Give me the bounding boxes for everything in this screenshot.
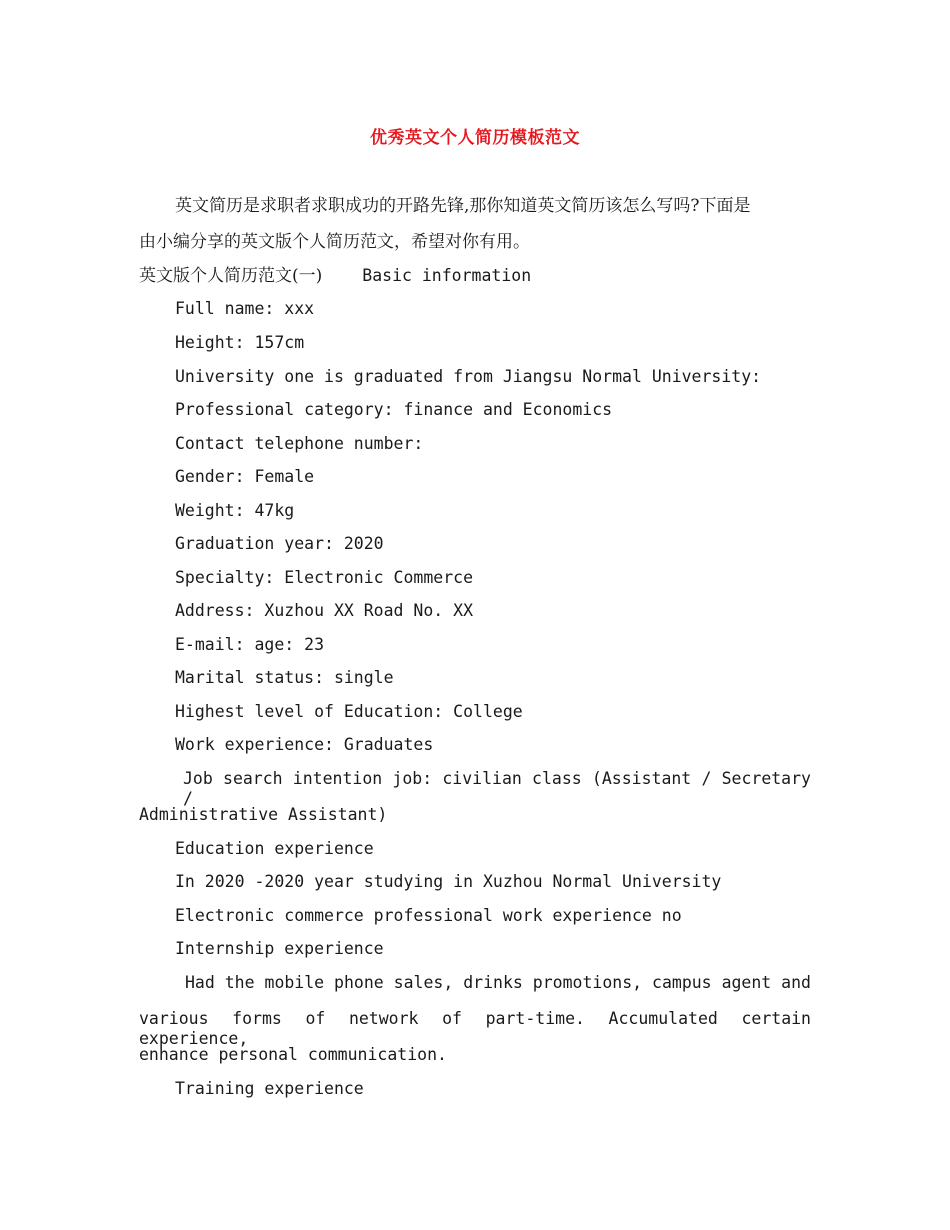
- job-intention-line-2: Administrative Assistant): [139, 805, 388, 824]
- field-education-level: Highest level of Education: College: [175, 702, 523, 721]
- field-professional-category: Professional category: finance and Economics: [175, 400, 613, 419]
- field-address: Address: Xuzhou XX Road No. XX: [175, 601, 474, 620]
- field-weight: Weight: 47kg: [175, 501, 295, 520]
- field-gender: Gender: Female: [175, 467, 315, 486]
- field-height: Height: 157cm: [175, 333, 305, 352]
- education-detail: In 2020 -2020 year studying in Xuzhou Normal University: [175, 872, 722, 891]
- field-specialty: Specialty: Electronic Commerce: [175, 568, 474, 587]
- internship-line-2: various forms of network of part-time. Accumulated certain experience,: [139, 1009, 811, 1048]
- internship-line-1: Had the mobile phone sales, drinks promotions, campus agent and: [185, 973, 811, 992]
- field-work-experience: Work experience: Graduates: [175, 735, 434, 754]
- field-graduation-year: Graduation year: 2020: [175, 534, 384, 553]
- document-title: 优秀英文个人简历模板范文: [370, 128, 580, 148]
- training-heading: Training experience: [175, 1079, 364, 1098]
- field-full-name: Full name: xxx: [175, 299, 315, 318]
- intro-line-1: 英文简历是求职者求职成功的开路先锋,那你知道英文简历该怎么写吗?下面是: [175, 196, 751, 216]
- section-heading-row: [139, 266, 811, 286]
- section-heading: 英文版个人简历范文(一): [139, 266, 323, 286]
- field-university: University one is graduated from Jiangsu Normal University:: [175, 367, 762, 386]
- education-heading: Education experience: [175, 839, 374, 858]
- internship-heading: Internship experience: [175, 939, 384, 958]
- field-email-age: E-mail: age: 23: [175, 635, 325, 654]
- ecommerce-line: Electronic commerce professional work experience no: [175, 906, 682, 925]
- job-intention-line-1: Job search intention job: civilian class (Assistant / Secretary /: [183, 769, 811, 808]
- intro-line-2: 由小编分享的英文版个人简历范文，希望对你有用。: [139, 232, 530, 252]
- internship-line-3: enhance personal communication.: [139, 1045, 447, 1064]
- basic-information-label: Basic information: [362, 266, 532, 285]
- field-contact-telephone: Contact telephone number:: [175, 434, 424, 453]
- field-marital-status: Marital status: single: [175, 668, 394, 687]
